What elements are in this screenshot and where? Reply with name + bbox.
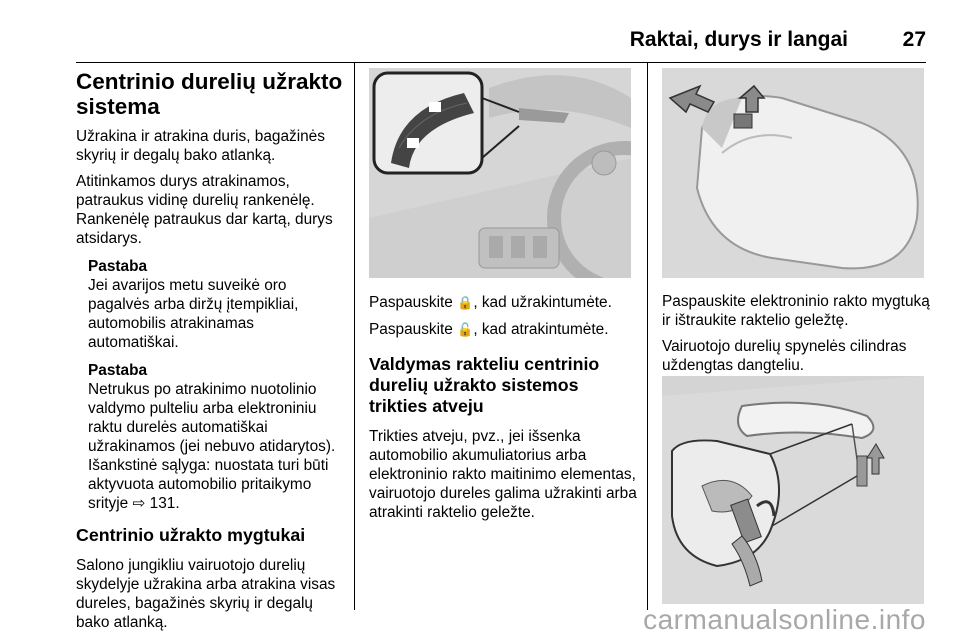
electronic-key-drawing	[662, 68, 924, 278]
instruction-text: , kad užrakintumėte.	[473, 294, 612, 311]
note-title: Pastaba	[88, 362, 148, 379]
lock-instruction	[369, 293, 639, 313]
column-divider-right	[647, 62, 648, 610]
door-switch-drawing	[369, 68, 631, 278]
electronic-key-illustration	[662, 68, 924, 278]
paragraph: Paspauskite elektroninio rakto mygtuką ir ištraukite raktelio geležtę.	[662, 293, 930, 329]
column-divider-left	[354, 62, 355, 610]
unlock-icon: 🔓	[457, 323, 474, 338]
paragraph: Trikties atveju, pvz., jei išsenka automobilio akumuliatorius arba elektroninio rakto maitinimo elementas, vairuotojo dureles galima užrakinti arba atrakinti raktelio geležte.	[369, 428, 637, 521]
instruction-text: Paspauskite	[369, 321, 458, 338]
note-text: Netrukus po atrakinimo nuotolinio valdymo pulteliu arba elektroniniu raktu durelės automatiškai užrakinamos (jei nebuvo atidarytos). Išankstinė sąlyga: nuostata turi būti aktyvuota automobilio pritaikymo srityje ⇨ 131.	[88, 381, 336, 512]
paragraph: Atitinkamos durys atrakinamos, patraukus vidinę durelių rankenėlę. Rankenėlę patraukus dar kartą, durys atsidarys.	[76, 173, 333, 247]
note-text: Jei avarijos metu suveikė oro pagalvės arba diržų įtempikliai, automobilis atrakinamas automatiškai.	[88, 277, 299, 351]
lock-icon: 🔒	[457, 296, 474, 311]
page-number: 27	[902, 28, 926, 51]
paragraph: Užrakina ir atrakina duris, bagažinės skyrių ir degalų bako atlanką.	[76, 128, 325, 164]
column-middle	[369, 293, 639, 529]
instruction-text: Paspauskite	[369, 294, 458, 311]
paragraph: Salono jungikliu vairuotojo durelių skydelyje užrakina arba atrakina visas dureles, bagažinės skyrių ir degalų bako atlanką.	[76, 557, 336, 631]
door-handle-illustration	[662, 376, 924, 604]
column-left	[76, 69, 348, 639]
paragraph: Vairuotojo durelių spynelės cilindras uždengtas dangteliu.	[662, 338, 907, 374]
page-header	[76, 22, 926, 63]
subsection-title: Valdymas rakteliu centrinio durelių užrakto sistemos trikties atveju	[369, 354, 600, 416]
note-box	[88, 361, 348, 513]
instruction-text: , kad atrakintumėte.	[473, 321, 609, 338]
door-handle-drawing	[662, 376, 924, 604]
subsection-title: Centrinio užrakto mygtukai	[76, 525, 306, 545]
column-right	[662, 292, 932, 382]
unlock-instruction	[369, 320, 639, 340]
watermark: carmanualsonline.info	[643, 604, 926, 635]
note-box	[88, 257, 348, 352]
chapter-title: Raktai, durys ir langai	[629, 28, 848, 51]
note-title: Pastaba	[88, 258, 148, 275]
section-title: Centrinio durelių užrakto sistema	[76, 69, 343, 119]
door-switch-illustration	[369, 68, 631, 278]
